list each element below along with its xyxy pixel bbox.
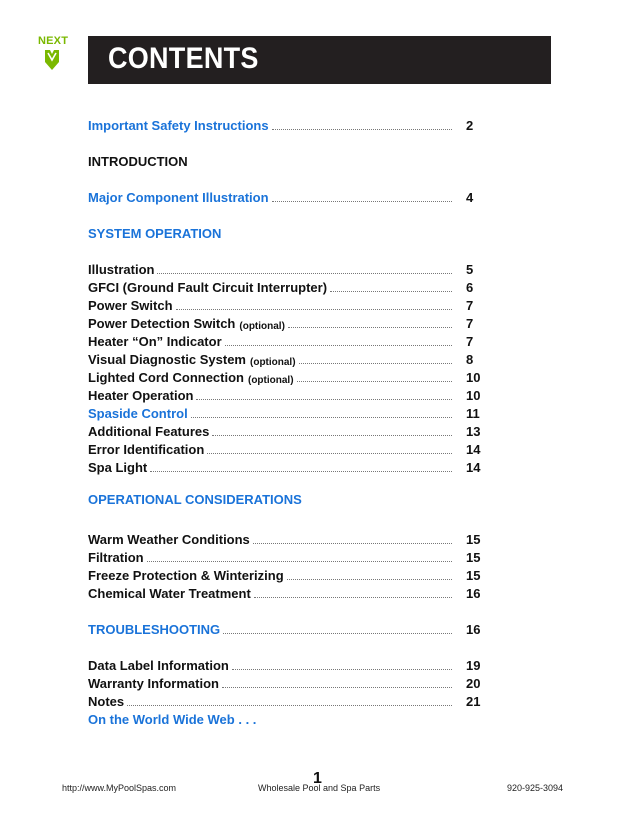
toc-page-number: 15 <box>466 550 481 565</box>
toc-page-number: 5 <box>466 262 474 277</box>
footer-phone: 920-925-3094 <box>507 783 564 793</box>
toc-entry-title[interactable]: SYSTEM OPERATION <box>88 226 222 241</box>
toc-entry-title[interactable]: TROUBLESHOOTING <box>88 622 221 637</box>
toc-page-number: 16 <box>466 586 481 601</box>
dot-leader <box>272 128 452 130</box>
dot-leader <box>225 344 452 346</box>
toc-page-number: 7 <box>466 334 474 349</box>
toc-entry[interactable] <box>88 116 498 134</box>
page-number: 1 <box>313 770 322 787</box>
toc-page-number: 13 <box>466 424 481 439</box>
toc-entry-title: Heater Operation <box>88 388 194 403</box>
dot-leader <box>272 200 452 202</box>
toc-page-number: 2 <box>466 118 474 133</box>
chevron-down-icon[interactable] <box>45 50 59 70</box>
toc-entry-title: Data Label Information <box>88 658 229 673</box>
toc-entry-title: GFCI (Ground Fault Circuit Interrupter) <box>88 280 328 295</box>
toc-heading[interactable] <box>88 490 498 508</box>
toc-entry <box>88 584 498 602</box>
dot-leader <box>330 290 452 292</box>
toc-entry <box>88 692 498 710</box>
toc-page-number: 16 <box>466 622 481 637</box>
toc-entry <box>88 422 498 440</box>
toc-page-number: 4 <box>466 190 474 205</box>
dot-leader <box>207 452 452 454</box>
toc-entry-title: INTRODUCTION <box>88 154 188 169</box>
dot-leader <box>212 434 452 436</box>
toc-entry <box>88 278 498 296</box>
toc-entry-title: Notes <box>88 694 125 709</box>
toc-entry-title: Illustration <box>88 262 155 277</box>
toc-entry[interactable] <box>88 404 498 422</box>
toc-entry[interactable] <box>88 620 498 638</box>
toc-page-number: 7 <box>466 298 474 313</box>
dot-leader <box>299 362 452 364</box>
dot-leader <box>196 398 452 400</box>
dot-leader <box>253 542 452 544</box>
toc-entry-title: Visual Diagnostic System <box>88 352 246 367</box>
toc-entry-title[interactable]: On the World Wide Web . . . <box>88 712 257 727</box>
toc-page-number: 15 <box>466 532 481 547</box>
toc-entry-title: Error Identification <box>88 442 205 457</box>
toc-entry-title: Lighted Cord Connection <box>88 370 244 385</box>
toc-entry <box>88 440 498 458</box>
toc-entry-title: Heater “On” Indicator <box>88 334 222 349</box>
dot-leader <box>287 578 452 580</box>
dot-leader <box>127 704 452 706</box>
toc-entry <box>88 530 498 548</box>
toc-entry-title: Spa Light <box>88 460 148 475</box>
toc-entry <box>88 296 498 314</box>
toc-entry <box>88 458 498 476</box>
toc-entry-note: (optional) <box>247 375 294 386</box>
footer-url[interactable]: http://www.MyPoolSpas.com <box>62 783 177 793</box>
toc-entry <box>88 566 498 584</box>
toc-entry-note: (optional) <box>250 357 296 368</box>
toc-entry-title: Freeze Protection & Winterizing <box>88 568 284 583</box>
toc-entry <box>88 368 498 386</box>
dot-leader <box>254 596 452 598</box>
toc-entry <box>88 350 498 368</box>
toc-entry-title[interactable]: Spaside Control <box>88 406 188 421</box>
toc-entry-title: Warm Weather Conditions <box>88 532 250 547</box>
toc-page-number: 10 <box>466 370 481 385</box>
toc-page-number: 20 <box>466 676 481 691</box>
toc-page-number: 19 <box>466 658 481 673</box>
dot-leader <box>222 686 452 688</box>
toc-page-number: 6 <box>466 280 474 295</box>
toc-entry-title[interactable]: Major Component Illustration <box>88 190 269 205</box>
toc-entry <box>88 386 498 404</box>
page-title: CONTENTS <box>108 42 259 75</box>
toc-heading[interactable] <box>88 224 498 242</box>
toc-page-number: 14 <box>466 460 481 475</box>
dot-leader <box>150 470 452 472</box>
next-label[interactable]: NEXT <box>38 35 69 47</box>
toc-entry-title: Chemical Water Treatment <box>88 586 251 601</box>
toc-entry-note: (optional) <box>239 321 285 332</box>
toc-entry <box>88 314 498 332</box>
toc-entry[interactable] <box>88 188 498 206</box>
dot-leader <box>297 380 452 382</box>
toc-page-number: 21 <box>466 694 481 709</box>
toc-entry-title: Additional Features <box>88 424 210 439</box>
dot-leader <box>288 326 452 328</box>
toc-entry <box>88 260 498 278</box>
toc-entry-title[interactable]: OPERATIONAL CONSIDERATIONS <box>88 492 302 507</box>
toc-page-number: 14 <box>466 442 481 457</box>
dot-leader <box>191 416 452 418</box>
footer-tagline: Wholesale Pool and Spa Parts <box>258 783 381 793</box>
toc-entry-title: Power Detection Switch <box>88 316 236 331</box>
toc-entry-title[interactable]: Important Safety Instructions <box>88 118 269 133</box>
toc-page-number: 7 <box>466 316 474 331</box>
dot-leader <box>147 560 452 562</box>
toc-entry <box>88 656 498 674</box>
dot-leader <box>223 632 452 634</box>
dot-leader <box>176 308 452 310</box>
contents-banner <box>88 36 551 84</box>
toc-entry <box>88 674 498 692</box>
toc-page-number: 10 <box>466 388 481 403</box>
toc-entry-title: Filtration <box>88 550 144 565</box>
toc-entry-title: Warranty Information <box>88 676 219 691</box>
toc-entry <box>88 548 498 566</box>
toc-entry <box>88 332 498 350</box>
dot-leader <box>232 668 452 670</box>
toc-entry-title: Power Switch <box>88 298 173 313</box>
dot-leader <box>157 272 452 274</box>
toc-heading[interactable] <box>88 710 498 728</box>
toc-page-number: 8 <box>466 352 474 367</box>
next-nav[interactable] <box>38 35 69 70</box>
toc-page-number: 15 <box>466 568 481 583</box>
toc-page-number: 11 <box>466 406 480 421</box>
toc-heading <box>88 152 498 170</box>
